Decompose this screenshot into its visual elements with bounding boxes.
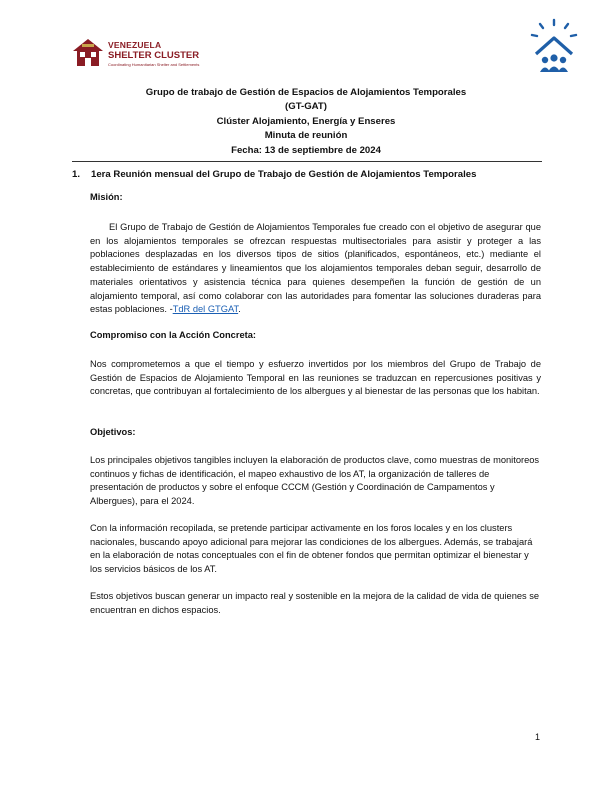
horizontal-rule: [72, 161, 542, 162]
title-line-4: Minuta de reunión: [264, 130, 348, 142]
title-date: Fecha: 13 de septiembre de 2024: [231, 144, 381, 156]
title-line-3: Clúster Alojamiento, Energía y Enseres: [216, 115, 396, 127]
objetivos-paragraph-3: Estos objetivos buscan generar un impacto real y sostenible en la mejora de la calidad de vida de quienes se encuentran en dichos espacios.: [90, 591, 540, 615]
compromiso-heading: Compromiso con la Acción Concreta:: [90, 330, 256, 340]
logo-line-1: VENEZUELA: [108, 40, 162, 50]
logo-line-2: SHELTER CLUSTER: [108, 50, 200, 61]
shelter-family-icon: [528, 18, 580, 76]
title-line-1: Grupo de trabajo de Gestión de Espacios de Alojamientos Temporales: [145, 87, 467, 98]
document-title: [72, 86, 540, 158]
mision-paragraph: [90, 221, 541, 317]
house-logo-icon: [72, 38, 104, 68]
objetivos-heading: Objetivos:: [90, 427, 136, 437]
logo-tagline: Coordinating Humanitarian Shelter and Settlements: [108, 62, 200, 67]
mision-end: .: [238, 304, 241, 315]
title-line-2: (GT-GAT): [285, 101, 327, 113]
objetivos-paragraph-1: Los principales objetivos tangibles incluyen la elaboración de productos clave, como muestras de monitoreos continuos y fichas de identificación, el mapeo exhaustivo de los AT, la organización de talleres de presentación de productos y sobre el enfoque CCCM (Gestión y Coordinación de Campamentos y Albergues), para el 2024.: [90, 455, 540, 507]
shelter-cluster-logo: [72, 38, 202, 72]
section-heading: [72, 169, 542, 180]
compromiso-paragraph: Nos comprometemos a que el tiempo y esfuerzo invertidos por los miembros del Grupo de Trabajo de Gestión de Espacios de Alojamiento Temporal en las reuniones se traduzcan en repercusiones positivas y concretas, que contribuyan al fortalecimiento de los albergues y al bienestar de las personas que los habitan.: [90, 359, 541, 397]
tdr-link[interactable]: TdR del GTGAT: [172, 304, 239, 315]
mision-text: El Grupo de Trabajo de Gestión de Alojamientos Temporales fue creado con el objetivo de asegurar que en los alojamientos temporales se ofrezcan respuestas multisectoriales para asistir y proteger a las poblaciones desplazadas en los diversos tipos de sitios (planificados, espontáneos, etc.) mediante el establecimiento de estándares y lineamientos que los alojamientos temporales deban seguir, desarrollo de materiales orientativos y asistencia técnica para quienes desempeñen la función de gestión de un alojamiento temporal, así como colaborar con las autoridades para fomentar las soluciones duraderas para estas poblaciones. -: [90, 222, 541, 315]
page-number: 1: [535, 732, 541, 742]
mision-heading: Misión:: [90, 192, 123, 202]
section-title: 1era Reunión mensual del Grupo de Trabajo de Gestión de Alojamientos Temporales: [91, 169, 477, 180]
section-number: 1.: [72, 169, 81, 180]
objetivos-paragraph-2: Con la información recopilada, se pretende participar activamente en los foros locales y en los clusters nacionales, buscando apoyo adicional para mejorar las condiciones de los albergues. Además, se trabajará en la elaboración de notas conceptuales con el fin de obtener fondos que permitan optimizar el bienestar y los servicios básicos de los AT.: [90, 523, 533, 575]
